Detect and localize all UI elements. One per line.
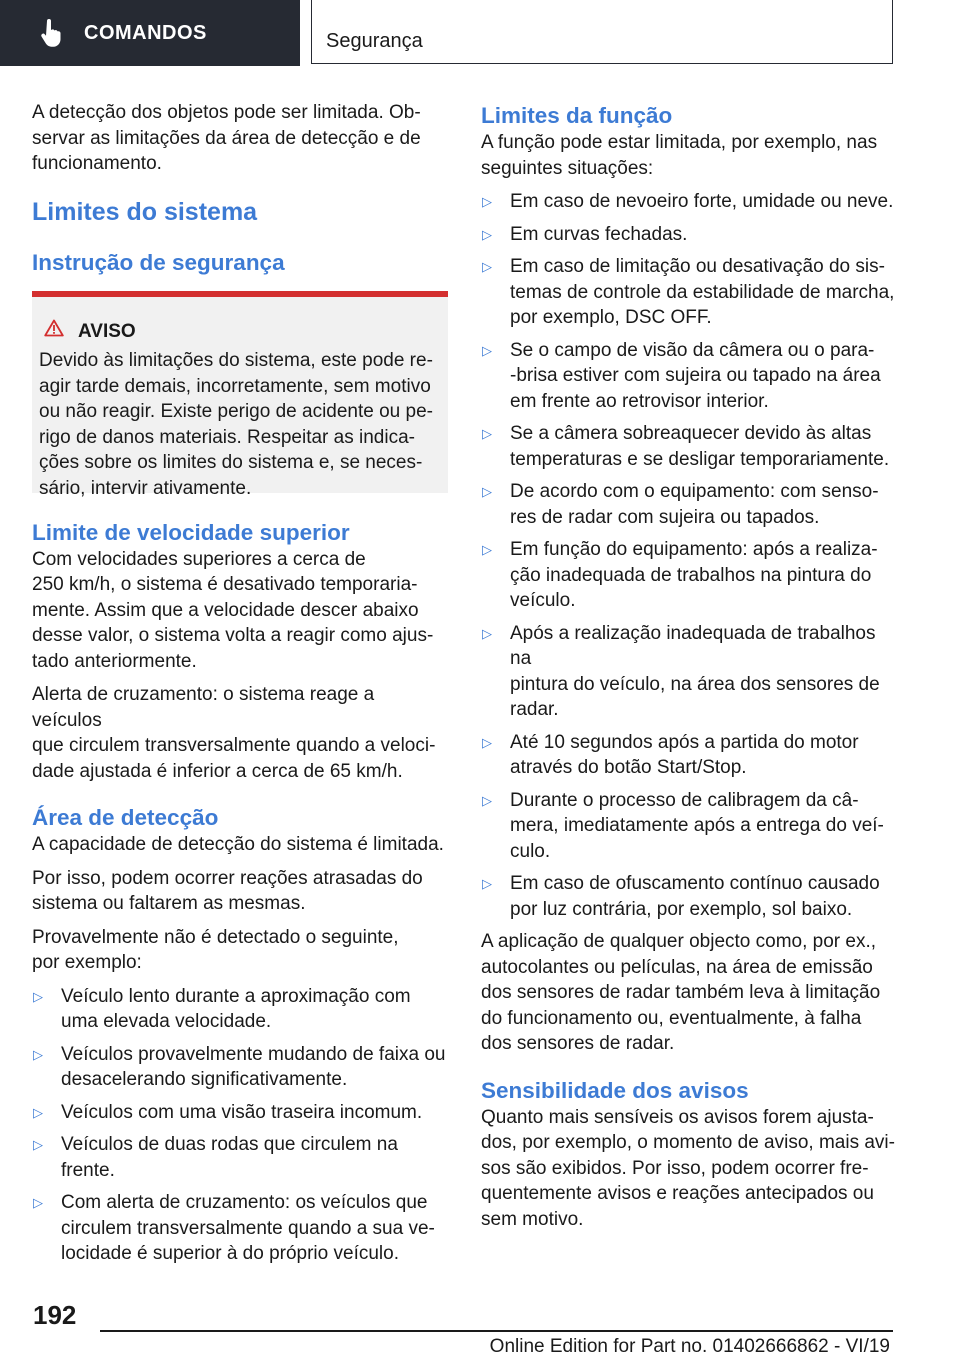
list-nao-detectado — [32, 984, 448, 1267]
triangle-bullet-icon: ▷ — [482, 542, 492, 557]
heading-area-deteccao: Área de detecção — [32, 805, 219, 830]
triangle-bullet-icon: ▷ — [482, 426, 492, 441]
intro-paragraph: A detecção dos objetos pode ser limitada. Ob- servar as limitações da área de detecção e de funcionamento. — [32, 102, 421, 174]
hand-pointer-icon — [38, 18, 64, 48]
triangle-bullet-icon: ▷ — [33, 1046, 43, 1062]
heading-sensibilidade-avisos: Sensibilidade dos avisos — [481, 1077, 749, 1103]
triangle-bullet-icon: ▷ — [33, 1195, 43, 1210]
list-item: ▷ Em curvas fechadas. — [481, 222, 897, 248]
list-item: ▷ Durante o processo de calibragem da câ- mera, imediatamente após a entrega do veí- culo. — [482, 789, 884, 862]
list-item: ▷ Se o campo de visão da câmera ou o para- -brisa estiver com sujeira ou tapado na área em frente ao retrovisor interior. — [482, 339, 881, 412]
list-item: ▷ Veículo lento durante a aproximação com uma elevada velocidade. — [33, 985, 411, 1032]
warning-body — [32, 297, 448, 499]
list-item: ▷ Em caso de limitação ou desativação do sis- temas de controle da estabilidade de marcha, por exemplo, DSC OFF. — [482, 256, 895, 328]
paragraph-velocidade-2: Alerta de cruzamento: o sistema reage a veículos que circulem transversalmente quando a veloci- dade ajustada é inferior a cerca de 65 km/h. — [32, 684, 436, 782]
warning-title-row — [39, 319, 440, 345]
section-tab-comandos[interactable] — [0, 0, 300, 66]
triangle-bullet-icon: ▷ — [33, 1137, 43, 1152]
triangle-bullet-icon: ▷ — [482, 484, 492, 499]
paragraph-aplicacao: A aplicação de qualquer objecto como, por ex., autocolantes ou películas, na área de emissão dos sensores de radar também leva à limitação do funcionamento ou, eventualmente, à falha dos sensores de radar. — [481, 931, 881, 1054]
paragraph-area-3: Provavelmente não é detectado o seguinte, por exemplo: — [32, 926, 399, 973]
list-item: ▷ Veículos provavelmente mudando de faixa ou desacelerando significativamente. — [33, 1043, 446, 1090]
page-header — [0, 0, 960, 66]
triangle-bullet-icon: ▷ — [33, 988, 43, 1004]
footer-edition: Online Edition for Part no. 01402666862 - VI/19 — [489, 1336, 890, 1357]
triangle-bullet-icon: ▷ — [482, 342, 492, 358]
list-item: ▷ Até 10 segundos após a partida do motor através do botão Start/Stop. — [482, 731, 859, 778]
triangle-bullet-icon: ▷ — [33, 1104, 43, 1120]
heading-limite-velocidade: Limite de velocidade superior — [32, 519, 350, 545]
list-item: ▷ Se a câmera sobreaquecer devido às altas temperaturas e se desligar temporariamente. — [482, 423, 890, 470]
triangle-bullet-icon: ▷ — [482, 792, 492, 808]
list-item: ▷ Em caso de ofuscamento contínuo causado por luz contrária, por exemplo, sol baixo. — [482, 873, 880, 920]
triangle-bullet-icon: ▷ — [482, 226, 492, 242]
section-tab-label: COMANDOS — [84, 21, 207, 44]
list-item: ▷ Veículos com uma visão traseira incomum. — [32, 1100, 448, 1126]
heading-limites-sistema: Limites do sistema — [32, 197, 258, 226]
right-column — [481, 100, 897, 1240]
chapter-tab-seguranca[interactable] — [311, 0, 893, 64]
list-item: ▷ Após a realização inadequada de trabalhos na pintura do veículo, na área dos sensores de radar. — [482, 622, 880, 720]
triangle-bullet-icon: ▷ — [482, 876, 492, 891]
list-item: ▷ Veículos de duas rodas que circulem na frente. — [33, 1134, 398, 1181]
page-number: 192 — [33, 1300, 77, 1330]
list-item: ▷ Em função do equipamento: após a realiza- ção inadequada de trabalhos na pintura do veículo. — [482, 539, 878, 611]
left-column — [32, 100, 448, 1274]
paragraph-sensibilidade: Quanto mais sensíveis os avisos forem ajusta- dos, por exemplo, o momento de aviso, mais avi- sos são exibidos. Por isso, podem ocorrer fre- quentemente avisos e reações antecipados ou sem motivo. — [481, 1106, 895, 1230]
paragraph-area-2: Por isso, podem ocorrer reações atrasadas do sistema ou faltarem as mesmas. — [32, 867, 423, 914]
warning-text: Devido às limitações do sistema, este pode re- agir tarde demais, incorretamente, sem motivo ou não reagir. Existe perigo de acidente ou pe- rigo de danos materiais. Respeitar as indica- ções sobre os limites do sistema e, se neces- sário, intervir ativamente. — [39, 350, 433, 499]
triangle-bullet-icon: ▷ — [482, 194, 492, 209]
triangle-bullet-icon: ▷ — [482, 625, 492, 641]
chapter-tab-label: Segurança — [326, 30, 423, 52]
list-limites-funcao — [481, 189, 897, 922]
footer-divider — [100, 1330, 893, 1332]
paragraph-velocidade-1: Com velocidades superiores a cerca de 250 km/h, o sistema é desativado temporaria- mente. Assim que a velocidade descer abaixo desse valor, o sistema volta a reagir como ajus- tado anteriormente. — [32, 548, 434, 672]
paragraph-funcao-intro: A função pode estar limitada, por exemplo, nas seguintes situações: — [481, 132, 878, 179]
warning-box — [32, 291, 448, 499]
heading-limites-funcao: Limites da função — [481, 103, 673, 128]
triangle-bullet-icon: ▷ — [482, 734, 492, 750]
list-item: ▷ Em caso de nevoeiro forte, umidade ou neve. — [481, 189, 897, 215]
heading-instrucao-seguranca: Instrução de segurança — [32, 249, 285, 275]
list-item: ▷ Com alerta de cruzamento: os veículos que circulem transversalmente quando a sua ve- locidade é superior à do próprio veículo. — [33, 1192, 435, 1264]
list-item: ▷ De acordo com o equipamento: com senso- res de radar com sujeira ou tapados. — [482, 481, 879, 528]
warning-title: AVISO — [78, 320, 136, 342]
paragraph-area-1: A capacidade de detecção do sistema é limitada. — [32, 834, 444, 855]
triangle-bullet-icon: ▷ — [482, 259, 492, 274]
warning-triangle-icon — [44, 319, 64, 345]
